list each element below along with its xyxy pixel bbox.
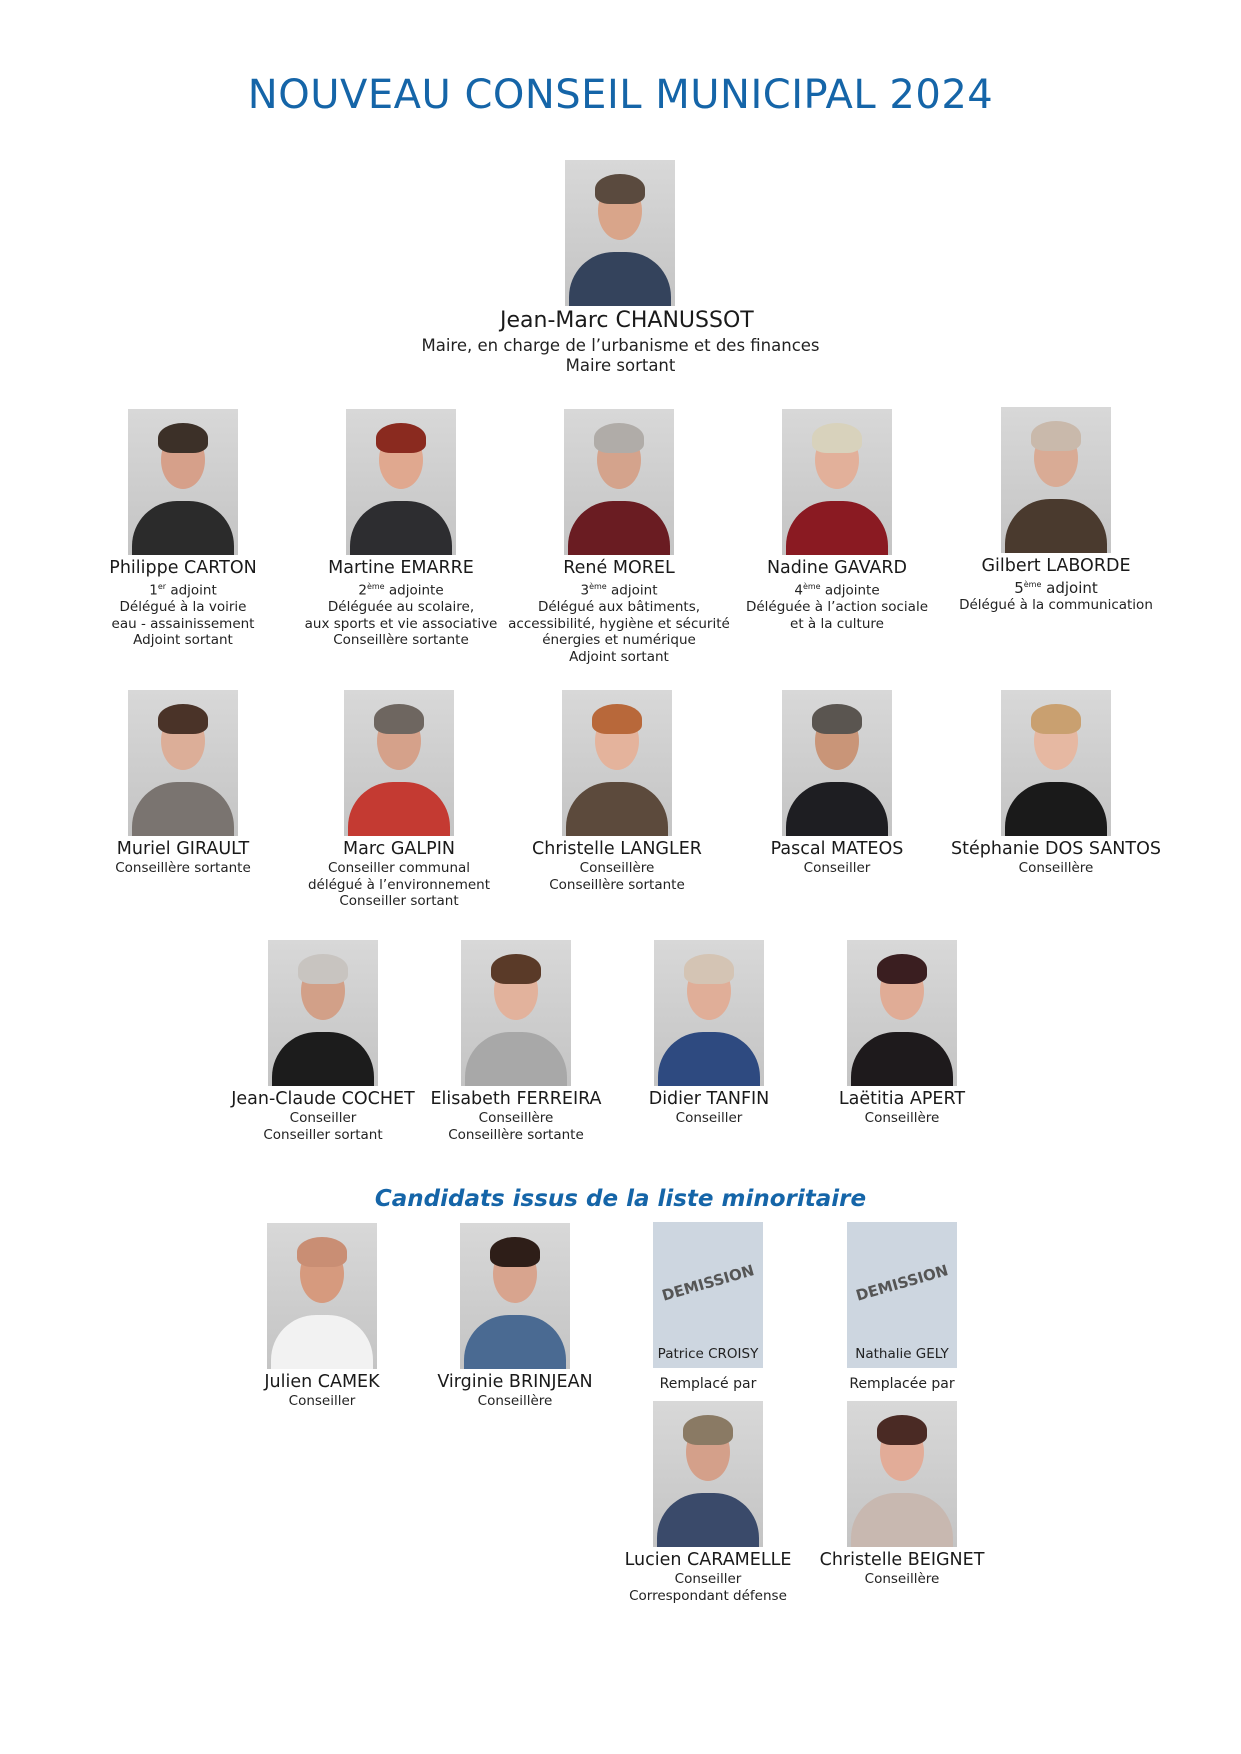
member-name: Virginie BRINJEAN — [437, 1372, 593, 1392]
member-role: et à la culture — [790, 615, 884, 632]
member-role: Conseillère — [477, 1393, 553, 1409]
member-role: aux sports et vie associative — [304, 615, 498, 632]
member-ordinal: 4ème adjointe — [794, 582, 880, 599]
member-card — [936, 407, 1176, 613]
portrait-photo — [653, 1401, 763, 1547]
member-ordinal: 2ème adjointe — [358, 582, 444, 599]
portrait-photo — [564, 409, 674, 555]
member-card — [63, 409, 303, 649]
member-card — [499, 409, 739, 665]
member-name: Gilbert LABORDE — [981, 556, 1131, 576]
portrait-photo — [268, 940, 378, 1086]
member-card — [936, 690, 1176, 877]
member-status: Conseiller sortant — [339, 893, 459, 910]
member-ordinal: 5ème adjoint — [1014, 579, 1098, 597]
member-name: Stéphanie DOS SANTOS — [951, 839, 1161, 859]
member-role: Délégué aux bâtiments, — [537, 599, 701, 616]
portrait-photo — [460, 1223, 570, 1369]
demission-stamp: DEMISSION — [853, 1261, 951, 1305]
member-role: Conseillère — [864, 1571, 940, 1587]
member-name: Lucien CARAMELLE — [624, 1550, 792, 1570]
member-name: Nadine GAVARD — [766, 558, 908, 578]
member-name: Muriel GIRAULT — [116, 839, 250, 859]
member-role: Conseillère — [579, 860, 655, 876]
member-name: Christelle LANGLER — [532, 839, 702, 859]
member-name: René MOREL — [563, 558, 675, 578]
portrait-photo — [847, 940, 957, 1086]
demission-placeholder — [653, 1222, 763, 1368]
portrait-photo — [654, 940, 764, 1086]
member-card — [782, 940, 1022, 1127]
member-role: Délégué à la voirie — [119, 599, 247, 616]
portrait-photo — [1001, 690, 1111, 836]
member-role: Conseiller — [674, 1571, 742, 1587]
portrait-photo — [562, 690, 672, 836]
member-role: Conseillère — [478, 1110, 554, 1126]
member-role: énergies et numérique — [542, 632, 696, 649]
member-name: Christelle BEIGNET — [819, 1550, 985, 1570]
member-card — [281, 409, 521, 649]
demission-placeholder — [847, 1222, 957, 1368]
member-card — [717, 409, 957, 632]
member-role: Délégué à la communication — [959, 596, 1153, 613]
member-card — [497, 690, 737, 893]
member-name: Marc GALPIN — [343, 839, 455, 859]
member-card — [782, 1401, 1022, 1588]
member-name: Philippe CARTON — [109, 558, 257, 578]
member-status: Conseillère sortante — [448, 1126, 584, 1143]
portrait-photo — [1001, 407, 1111, 553]
member-role: Conseiller communal — [327, 860, 471, 876]
member-card — [63, 690, 303, 877]
portrait-photo — [565, 160, 675, 306]
member-name: Laëtitia APERT — [838, 1089, 966, 1109]
replaced-by-label: Remplacé par — [659, 1376, 757, 1392]
member-status: Adjoint sortant — [569, 648, 669, 665]
member-status: Adjoint sortant — [133, 632, 233, 649]
member-role: Conseiller — [288, 1393, 356, 1409]
member-role: accessibilité, hygiène et sécurité — [508, 615, 730, 632]
portrait-photo — [128, 409, 238, 555]
member-role: Correspondant défense — [629, 1587, 787, 1604]
portrait-photo — [461, 940, 571, 1086]
portrait-photo — [344, 690, 454, 836]
member-role: Conseillère — [864, 1110, 940, 1126]
member-role: Conseiller — [675, 1110, 743, 1126]
member-role: Déléguée à l’action sociale — [745, 599, 929, 616]
portrait-photo — [128, 690, 238, 836]
portrait-photo — [782, 690, 892, 836]
member-card — [717, 690, 957, 877]
member-role: Conseillère — [1018, 860, 1094, 876]
member-name: Jean-Claude COCHET — [231, 1089, 415, 1109]
member-name: Julien CAMEK — [264, 1372, 380, 1392]
mayor-name: Jean-Marc CHANUSSOT — [500, 308, 754, 333]
mayor-card — [500, 160, 754, 334]
member-status: Conseillère sortante — [333, 632, 469, 649]
member-status: Conseiller sortant — [263, 1126, 383, 1143]
portrait-photo — [346, 409, 456, 555]
member-name: Didier TANFIN — [648, 1089, 770, 1109]
member-ordinal: 1er adjoint — [149, 582, 217, 599]
portrait-photo — [847, 1401, 957, 1547]
mayor-status: Maire sortant — [565, 356, 676, 375]
member-role: Déléguée au scolaire, — [327, 599, 475, 616]
minority-heading: Candidats issus de la liste minoritaire — [374, 1186, 867, 1212]
mayor-role: Maire, en charge de l’urbanisme et des finances — [421, 336, 820, 355]
resigned-name: Nathalie GELY — [855, 1346, 949, 1362]
page-title: NOUVEAU CONSEIL MUNICIPAL 2024 — [247, 72, 994, 118]
resigned-name: Patrice CROISY — [657, 1346, 759, 1362]
member-status: Conseillère sortante — [549, 876, 685, 893]
member-name: Pascal MATEOS — [770, 839, 904, 859]
member-name: Martine EMARRE — [328, 558, 474, 578]
member-name: Elisabeth FERREIRA — [430, 1089, 602, 1109]
member-role: délégué à l’environnement — [307, 876, 491, 893]
replaced-by-label: Remplacée par — [849, 1376, 955, 1392]
member-role: Conseiller — [803, 860, 871, 876]
demission-stamp: DEMISSION — [659, 1261, 757, 1305]
portrait-photo — [267, 1223, 377, 1369]
portrait-photo — [782, 409, 892, 555]
member-status: Conseillère sortante — [115, 860, 251, 876]
member-card — [279, 690, 519, 910]
member-role: Conseiller — [289, 1110, 357, 1126]
member-ordinal: 3ème adjoint — [580, 582, 658, 599]
member-role: eau - assainissement — [111, 615, 255, 632]
resigned-card — [782, 1222, 1022, 1392]
